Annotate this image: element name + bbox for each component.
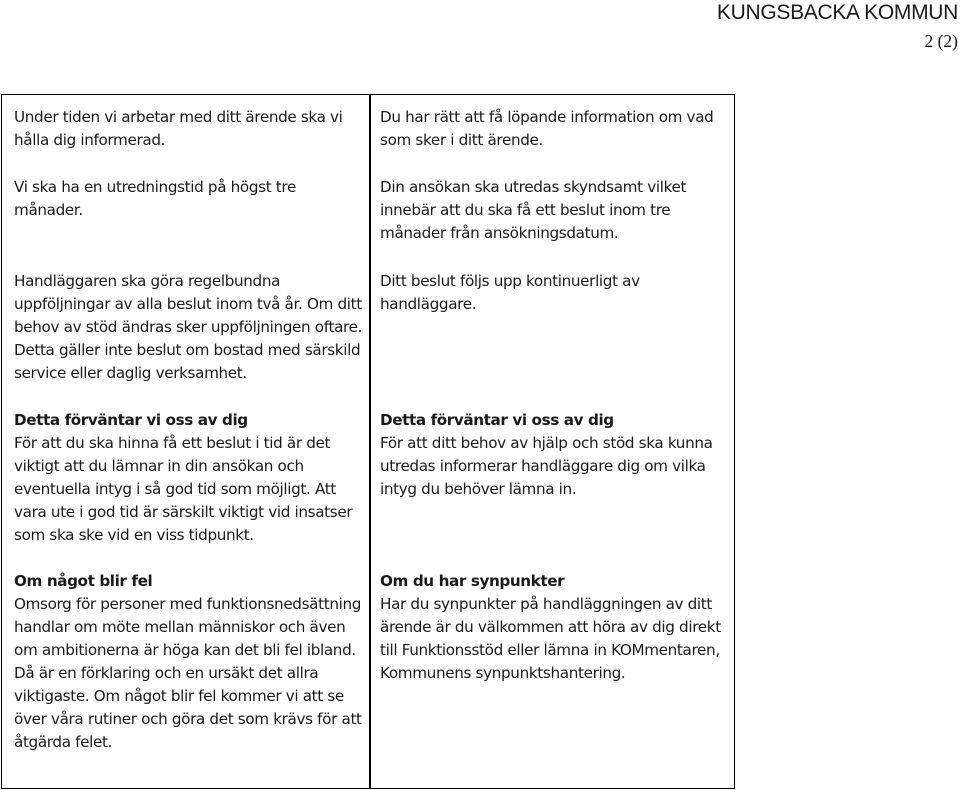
left-section-errors [14, 570, 366, 754]
page-header [717, 0, 958, 55]
right-paragraph-information: Du har rätt att få löpande information om vad som sker i ditt ärende. [380, 108, 714, 149]
right-paragraph-investigation-time: Din ansökan ska utredas skyndsamt vilket innebär att du ska få ett beslut inom tre månader från ansökningsdatum. [380, 178, 687, 242]
right-feedback-heading: Om du har synpunkter [380, 572, 565, 590]
right-section-expectations [380, 409, 732, 501]
right-expectations-heading: Detta förväntar vi oss av dig [380, 411, 614, 429]
right-expectations-body: För att ditt behov av hjälp och stöd ska kunna utredas informerar handläggare dig om vilka intyg du behöver lämna in. [380, 434, 713, 498]
page-number: 2 (2) [924, 31, 958, 51]
right-section-feedback [380, 570, 732, 685]
left-paragraph-information: Under tiden vi arbetar med ditt ärende ska vi hålla dig informerad. [14, 108, 343, 149]
left-paragraph-investigation-time: Vi ska ha en utredningstid på högst tre månader. [14, 178, 296, 219]
organization-name: KUNGSBACKA KOMMUN [716, 1, 958, 24]
left-expectations-body: För att du ska hinna få ett beslut i tid är det viktigt att du lämnar in din ansökan och eventuella intyg i så god tid som möjligt. Att vara ute i god tid är särskilt viktigt vid insatser som ska ske vid en viss tidpunkt. [14, 434, 353, 544]
left-paragraph-follow-up: Handläggaren ska göra regelbundna uppföljningar av alla beslut inom två år. Om ditt behov av stöd ändras sker uppföljningen oftare. Detta gäller inte beslut om bostad med särskild service eller daglig verksamhet. [14, 272, 363, 382]
info-table [1, 94, 735, 789]
left-errors-heading: Om något blir fel [14, 572, 153, 590]
left-expectations-heading: Detta förväntar vi oss av dig [14, 411, 248, 429]
left-errors-body: Omsorg för personer med funktionsnedsättning handlar om möte mellan människor och även om ambitionerna är höga kan det bli fel ibland. Då är en förklaring och en ursäkt det allra viktigaste. Om något blir fel kommer vi att se över våra rutiner och göra det som krävs för att åtgärda felet. [14, 595, 362, 751]
left-section-expectations [14, 409, 366, 547]
column-divider [369, 95, 371, 788]
right-feedback-body: Har du synpunkter på handläggningen av ditt ärende är du välkommen att höra av dig direkt till Funktionsstöd eller lämna in KOMmentaren, Kommunens synpunktshantering. [380, 595, 721, 682]
right-paragraph-follow-up: Ditt beslut följs upp kontinuerligt av handläggare. [380, 272, 640, 313]
